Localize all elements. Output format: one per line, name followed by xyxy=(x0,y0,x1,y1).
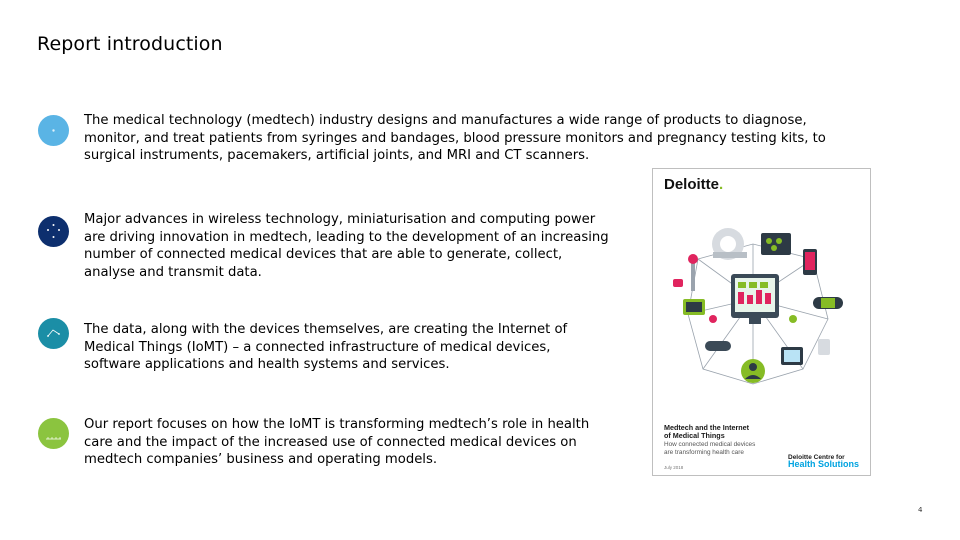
paragraph-4 xyxy=(84,416,589,469)
paragraph-line: Major advances in wireless technology, miniaturisation and computing power xyxy=(84,212,596,227)
paragraph-2 xyxy=(84,211,609,281)
bullet-dots-icon xyxy=(38,115,69,146)
page-number: 4 xyxy=(918,506,923,514)
paragraph-line: software applications and health systems and services. xyxy=(84,357,450,373)
deloitte-centre-logo: Deloitte Centre for Health Solutions xyxy=(788,454,860,470)
paragraph-1 xyxy=(84,112,826,165)
bullet-chart-icon xyxy=(38,418,69,449)
report-date: July 2018 xyxy=(664,465,684,470)
paragraph-3 xyxy=(84,321,567,374)
paragraph-line: analyse and transmit data. xyxy=(84,264,262,280)
paragraph-line: medtech companies’ business and operating models. xyxy=(84,452,438,468)
paragraph-line: The data, along with the devices themselves, are creating the Internet of xyxy=(84,322,568,337)
paragraph-line: Our report focuses on how the IoMT is transforming medtech’s role in health xyxy=(84,417,590,432)
paragraph-line: Medical Things (IoMT) – a connected infrastructure of medical devices, xyxy=(84,339,551,355)
connected-devices-illustration xyxy=(653,199,871,429)
page-title: Report introduction xyxy=(37,33,223,55)
paragraph-line: surgical instruments, pacemakers, artificial joints, and MRI and CT scanners. xyxy=(84,148,590,164)
paragraph-line: are driving innovation in medtech, leading to the development of an increasing xyxy=(84,229,609,245)
report-title: Medtech and the Internet of Medical Things xyxy=(664,423,750,441)
bullet-network-icon xyxy=(38,216,69,247)
paragraph-line: number of connected medical devices that are able to generate, collect, xyxy=(84,247,563,263)
deloitte-logo: Deloitte. xyxy=(664,176,724,193)
paragraph-line: care and the impact of the increased use of connected medical devices on xyxy=(84,434,577,450)
report-subtitle: How connected medical devices are transforming health care xyxy=(664,441,756,456)
paragraph-line: The medical technology (medtech) industry designs and manufactures a wide range of products to diagnose, xyxy=(84,113,807,128)
bullet-connection-icon xyxy=(38,318,69,349)
report-cover-image xyxy=(652,168,871,476)
paragraph-line: monitor, and treat patients from syringes and bandages, blood pressure monitors and pregnancy testing kits, to xyxy=(84,130,826,146)
